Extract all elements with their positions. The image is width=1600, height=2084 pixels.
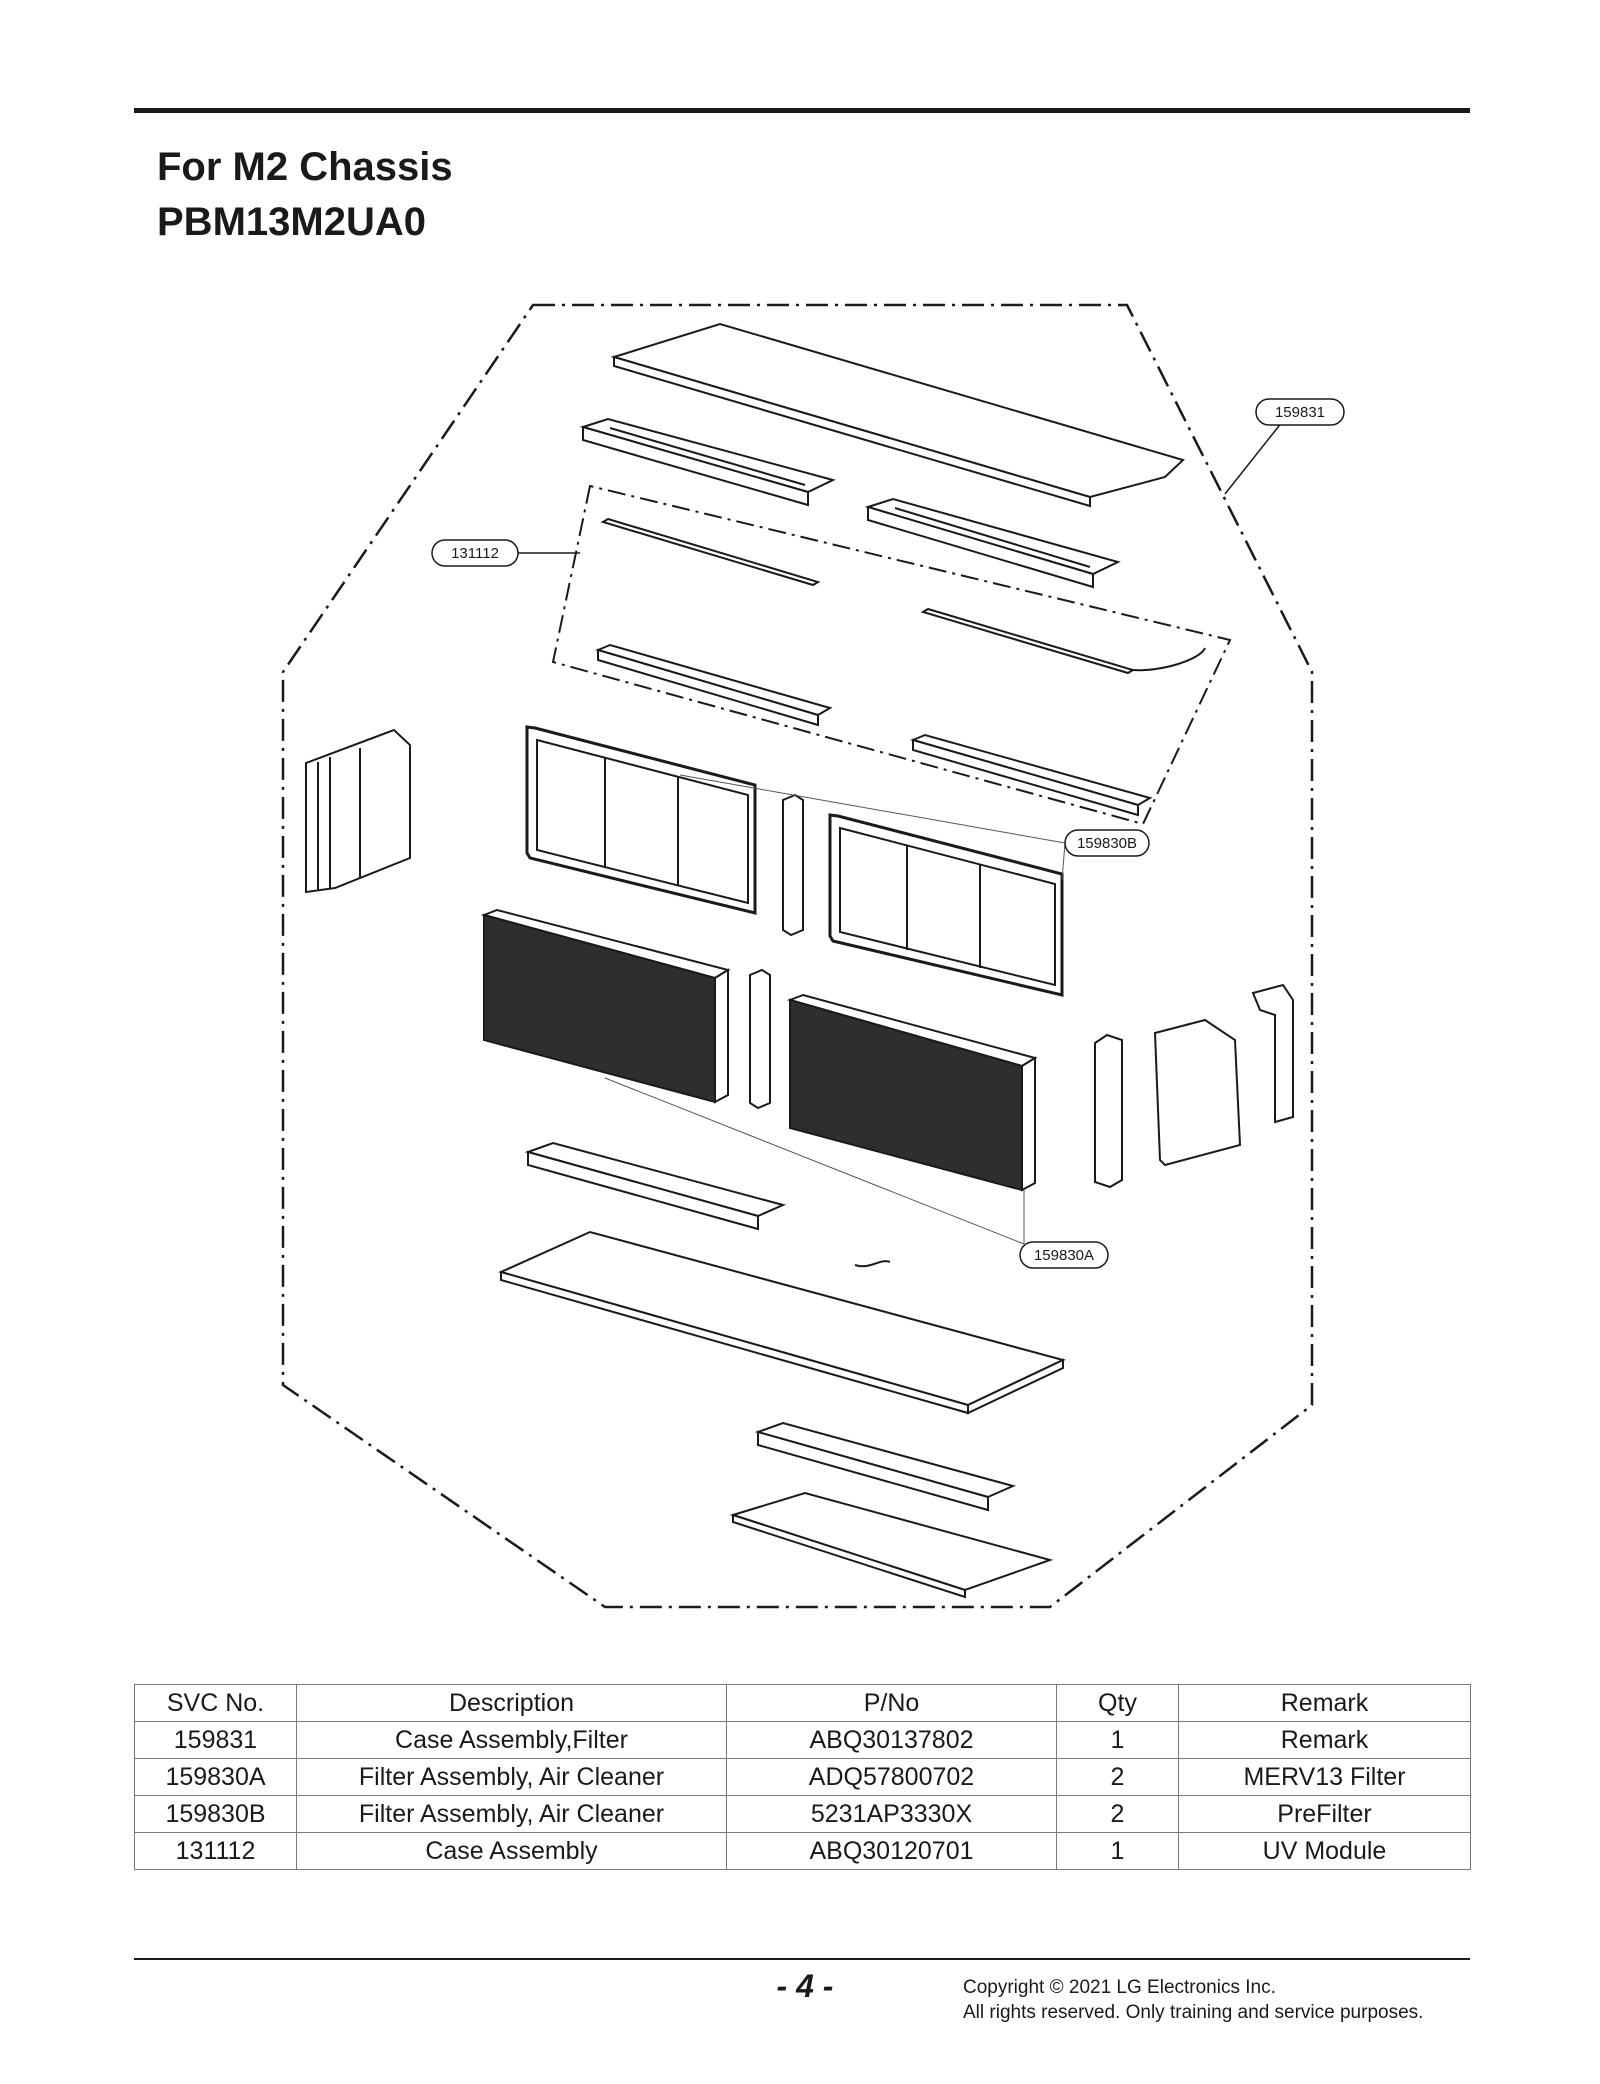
header-part-number: P/No [727,1685,1057,1722]
part-number-cell: ADQ57800702 [727,1759,1057,1796]
header-remark: Remark [1179,1685,1471,1722]
svc-no-cell: 159830B [135,1796,297,1833]
description-cell: Case Assembly,Filter [297,1722,727,1759]
model-number: PBM13M2UA0 [157,200,426,244]
prefilter-left [527,727,755,913]
copyright-line1: Copyright © 2021 LG Electronics Inc. [963,1977,1276,1998]
table-row [135,1796,1471,1833]
page-number: - 4 - [776,1968,834,2004]
description-cell: Filter Assembly, Air Cleaner [297,1796,727,1833]
uv-tray-right [913,735,1150,815]
uv-lamp-left [603,519,818,585]
right-bracket [1253,985,1293,1122]
part-number-cell: ABQ30120701 [727,1833,1057,1870]
page-title: For M2 Chassis [157,145,453,189]
copyright-line2: All rights reserved. Only training and service purposes. [963,2002,1424,2023]
callout-159831 [1225,399,1344,494]
bottom-plate [733,1493,1050,1597]
remark-cell: UV Module [1179,1833,1471,1870]
qty-cell: 2 [1057,1796,1179,1833]
qty-cell: 2 [1057,1759,1179,1796]
table-header-row [135,1685,1471,1722]
remark-cell: Remark [1179,1722,1471,1759]
right-side-panel [1155,1020,1240,1165]
callout-label-159830A: 159830A [1033,1247,1095,1264]
top-panel [614,324,1183,506]
qty-cell: 1 [1057,1722,1179,1759]
upper-rail-left [583,419,833,505]
merv13-filter-right [790,995,1035,1190]
remark-cell: MERV13 Filter [1179,1759,1471,1796]
copyright-notice [963,1975,1423,2025]
merv13-filter-left [484,910,728,1102]
part-number-cell: ABQ30137802 [727,1722,1057,1759]
header-svc-no: SVC No. [135,1685,297,1722]
table-row [135,1722,1471,1759]
description-cell: Filter Assembly, Air Cleaner [297,1759,727,1796]
callout-label-131112: 131112 [451,545,499,562]
right-spacer [1095,1035,1122,1187]
parts-table [134,1684,1471,1870]
uv-tray-left [598,645,830,725]
table-row [135,1833,1471,1870]
header-description: Description [297,1685,727,1722]
uv-lamp-right [923,609,1205,673]
callout-label-159831: 159831 [1274,404,1326,421]
center-spacer-lower [750,970,770,1108]
svc-no-cell: 159831 [135,1722,297,1759]
upper-rail-right [868,499,1118,587]
svc-no-cell: 159830A [135,1759,297,1796]
qty-cell: 1 [1057,1833,1179,1870]
lower-rail-left [528,1143,783,1229]
remark-cell: PreFilter [1179,1796,1471,1833]
base-pan [501,1232,1063,1413]
part-number-cell: 5231AP3330X [727,1796,1057,1833]
center-spacer-upper [783,795,803,935]
header-qty: Qty [1057,1685,1179,1722]
callout-131112 [432,540,580,566]
prefilter-right [830,815,1062,995]
description-cell: Case Assembly [297,1833,727,1870]
table-row [135,1759,1471,1796]
left-side-panel [306,730,410,892]
callout-label-159830B: 159830B [1076,835,1138,852]
svc-no-cell: 131112 [135,1833,297,1870]
bottom-rule [134,1958,1470,1960]
